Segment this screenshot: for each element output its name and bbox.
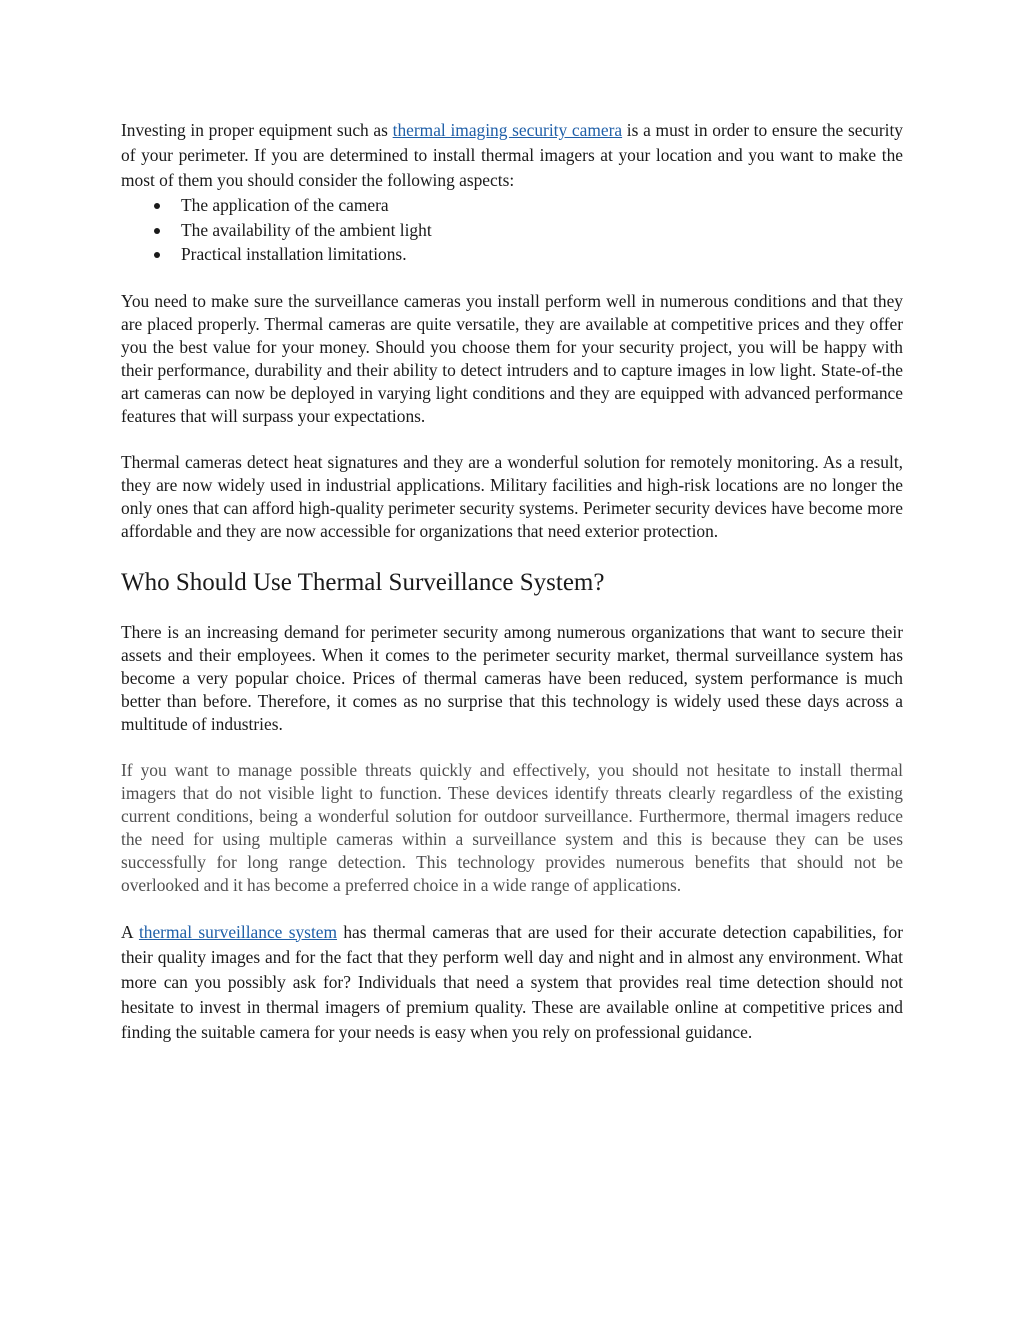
list-item [121,242,903,267]
para6-text-after: has thermal cameras that are used for their accurate detection capabilities, for their quality images and for the fact that they perform well day and night and in almost any environment. What more can you possibly ask for? Individuals that need a system that provides real time detection should not hesitate to invest in thermal imagers of premium quality. These are available online at competitive prices and finding the suitable camera for your needs is easy when you rely on professional guidance. [121,921,903,1042]
list-item-text: Practical installation limitations. [181,244,407,264]
intro-paragraph [121,118,903,193]
list-item [121,193,903,218]
document-page [121,118,903,1045]
bullet-icon [154,203,160,209]
section-heading: Who Should Use Thermal Surveillance System? [121,568,605,596]
list-item-text: The availability of the ambient light [181,219,432,240]
body-paragraph-2: You need to make sure the surveillance cameras you install perform well in numerous conditions and that they are placed properly. Thermal cameras are quite versatile, they are available at competitive prices and they offer you the best value for your money. Should you choose them for your security project, you will be happy with their performance, durability and their ability to detect intruders and to capture images in low light. State-of-the art cameras can now be deployed in varying light conditions and they are equipped with advanced performance features that will surpass your expectations. [121,290,903,426]
aspects-list [121,193,903,267]
list-item-text: The application of the camera [181,195,389,215]
thermal-imaging-camera-link[interactable]: thermal imaging security camera [392,120,623,140]
body-paragraph-5: If you want to manage possible threats quickly and effectively, you should not hesitate to install thermal imagers that do not visible light to function. These devices identify threats clearly regardless of the existing current conditions, being a wonderful solution for outdoor surveillance. Furthermore, thermal imagers reduce the need for using multiple cameras within a surveillance system and this is because they can be uses successfully for long range detection. This technology provides numerous benefits that should not be overlooked and it has become a preferred choice in a wide range of applications. [121,759,903,895]
body-paragraph-6 [121,920,903,1045]
thermal-surveillance-system-link[interactable]: thermal surveillance system [138,921,338,942]
intro-text-after: is a must in order to ensure the security of your perimeter. If you are determined to install thermal imagers at your location and you want to make the most of them you should consider the following aspects: [121,120,904,190]
bullet-icon [154,252,160,258]
para6-text-before: A [121,921,139,942]
bullet-icon [154,228,160,234]
list-item [121,218,903,243]
intro-text-before: Investing in proper equipment such as [121,120,393,140]
body-paragraph-3: Thermal cameras detect heat signatures and they are a wonderful solution for remotely monitoring. As a result, they are now widely used in industrial applications. Military facilities and high-risk locations are no longer the only ones that can afford high-quality perimeter security systems. Perimeter security devices have become more affordable and they are now accessible for organizations that need exterior protection. [121,451,903,541]
body-paragraph-4: There is an increasing demand for perimeter security among numerous organizations that want to secure their assets and their employees. When it comes to the perimeter security market, thermal surveillance system has become a very popular choice. Prices of thermal cameras have been reduced, system performance is much better than before. Therefore, it comes as no surprise that this technology is widely used these days across a multitude of industries. [121,621,903,734]
